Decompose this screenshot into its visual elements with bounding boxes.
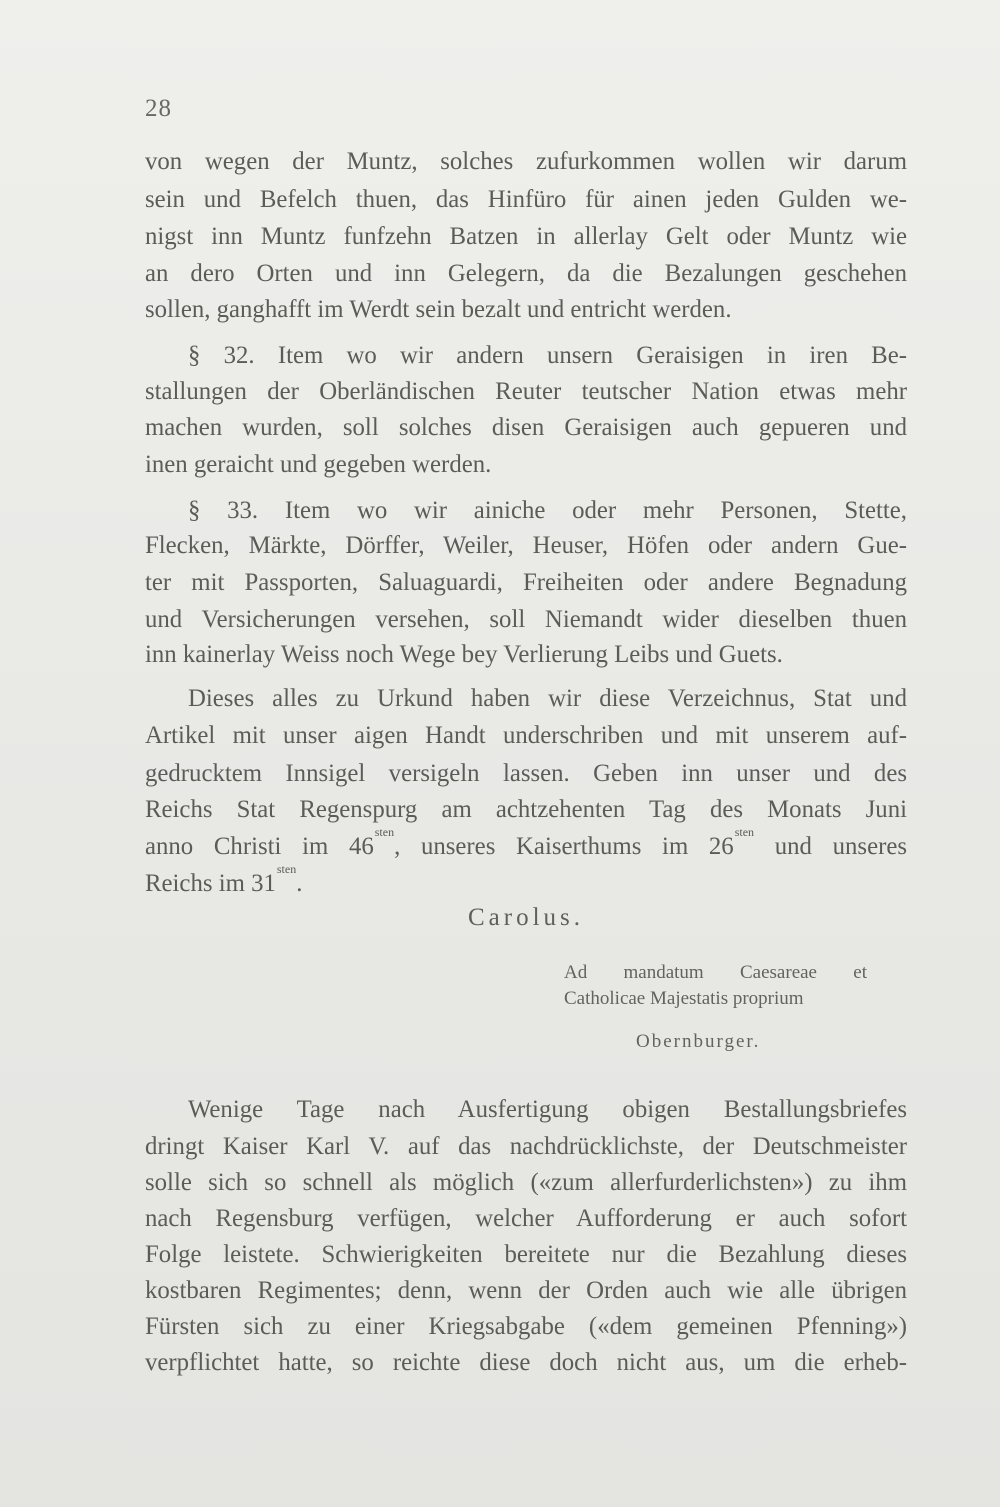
text-line: Reichs Stat Regenspurg am achtzehenten Tag des Monats Juni (145, 796, 907, 823)
text-line: inn kainerlay Weiss noch Wege bey Verlierung Leibs und Guets. (145, 641, 783, 668)
text-line: von wegen der Muntz, solches zufurkommen wollen wir darum (145, 148, 907, 175)
narrative-line: solle sich so schnell als möglich («zum allerfurderlichsten») zu ihm (145, 1169, 907, 1196)
text-line: Flecken, Märkte, Dörffer, Weiler, Heuser, Höfen oder andern Gue- (145, 532, 907, 559)
text-line-with-superscripts (145, 824, 907, 865)
text-line: Dieses alles zu Urkund haben wir diese Verzeichnus, Stat und (188, 685, 907, 712)
text-segment: , unseres Kaiserthums im 26 (394, 833, 734, 860)
narrative-line: nach Regensburg verfügen, welcher Aufforderung er auch sofort (145, 1205, 907, 1232)
narrative-line: kostbaren Regimentes; denn, wenn der Orden auch wie alle übrigen (145, 1277, 907, 1304)
text-line-with-superscript (145, 861, 907, 902)
mandate-line: Ad mandatum Caesareae et (564, 962, 867, 983)
section-32-line: § 32. Item wo wir andern unsern Geraisigen in iren Be- (188, 342, 907, 369)
text-line: nigst inn Muntz funfzehn Batzen in allerlay Gelt oder Muntz wie (145, 223, 907, 250)
narrative-line: Folge leistete. Schwierigkeiten bereitete nur die Bezahlung dieses (145, 1241, 907, 1268)
narrative-line: dringt Kaiser Karl V. auf das nachdrücklichste, der Deutschmeister (145, 1133, 907, 1160)
text-line: stallungen der Oberländischen Reuter teutscher Nation etwas mehr (145, 378, 907, 405)
text-line: ter mit Passporten, Saluaguardi, Freiheiten oder andere Begnadung (145, 569, 907, 596)
mandate-line: Catholicae Majestatis proprium (564, 988, 804, 1009)
narrative-line: Wenige Tage nach Ausfertigung obigen Bestallungsbriefes (188, 1096, 907, 1123)
text-line: inen geraicht und gegeben werden. (145, 451, 492, 478)
signature-carolus: Carolus. (468, 904, 585, 931)
narrative-line: verpflichtet hatte, so reichte diese doch nicht aus, um die erheb- (145, 1349, 907, 1376)
superscript: sten (276, 861, 297, 876)
text-segment: und unseres (754, 833, 907, 860)
text-line: machen wurden, soll solches disen Geraisigen auch gepueren und (145, 414, 907, 441)
page-number: 28 (145, 95, 172, 122)
text-line: gedrucktem Innsigel versigeln lassen. Geben inn unser und des (145, 760, 907, 787)
superscript: sten (374, 824, 395, 839)
text-line: sein und Befelch thuen, das Hinfüro für ainen jeden Gulden we- (145, 186, 907, 213)
text-line: an dero Orten und inn Gelegern, da die Bezalungen geschehen (145, 260, 907, 287)
text-line: sollen, ganghafft im Werdt sein bezalt und entricht werden. (145, 296, 732, 323)
text-segment: anno Christi im 46 (145, 833, 374, 860)
superscript: sten (734, 824, 755, 839)
text-line: und Versicherungen versehen, soll Niemandt wider dieselben thuen (145, 606, 907, 633)
countersignature: Obernburger. (636, 1031, 761, 1052)
narrative-line: Fürsten sich zu einer Kriegsabgabe («dem gemeinen Pfenning») (145, 1313, 907, 1340)
text-segment: Reichs im 31 (145, 870, 276, 897)
text-line: Artikel mit unser aigen Handt underschriben und mit unserem auf- (145, 722, 907, 749)
section-33-line: § 33. Item wo wir ainiche oder mehr Personen, Stette, (188, 497, 907, 524)
text-segment: . (296, 870, 303, 897)
